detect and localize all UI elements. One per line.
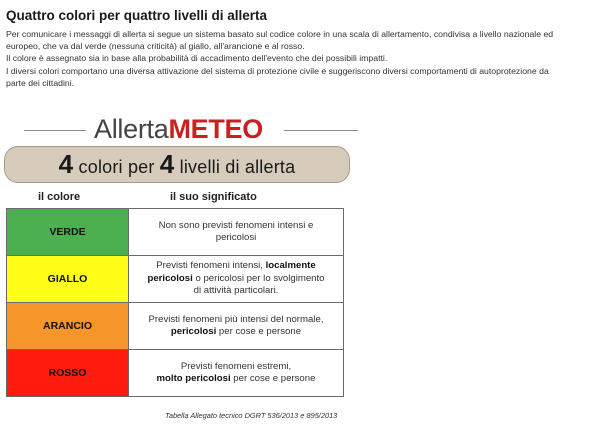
alert-meaning-cell [129,209,344,256]
alert-color-cell-verde: VERDE [7,209,129,256]
meaning-text: o pericolosi per lo svolgimento [192,272,325,284]
table-row [7,209,344,256]
banner-text-part: livelli di allerta [174,157,296,177]
meaning-line [133,220,339,233]
meaning-line [133,326,339,339]
meaning-text: Previsti fenomeni estremi, [180,360,292,372]
banner-number-colors: 4 [58,149,74,179]
meaning-line [133,361,339,374]
meaning-emphasis: molto pericolosi [156,373,231,384]
alert-meaning-cell [129,256,344,303]
table-row [7,303,344,350]
banner-text [58,149,296,179]
meaning-emphasis: pericolosi [170,326,217,337]
table-row [7,256,344,303]
alert-color-cell-giallo: GIALLO [7,256,129,303]
allerta-meteo-logo [4,112,374,150]
alert-color-cell-arancio: ARANCIO [7,303,129,350]
meaning-text: Previsti fenomeni intensi, [156,260,266,272]
meaning-text: Previsti fenomeni più intensi del normale, [148,313,324,325]
meaning-text: per cose e persone [230,373,316,384]
levels-banner [4,146,350,183]
meaning-text: pericolosi [215,232,257,243]
meaning-text: Non sono previsti fenomeni intensi e [158,219,314,231]
meaning-line [133,285,339,298]
intro-line: Il colore è assegnato sia in base alla probabilità di accadimento dell'evento che dei possibili impatti. [6,53,388,64]
meaning-line [133,273,339,286]
alert-color-cell-rosso: ROSSO [7,350,129,397]
logo-divider-right [284,130,358,131]
logo-wordmark [94,112,263,146]
intro-line: I diversi colori comportano una diversa attivazione del sistema di protezione civile e suggeriscono diversi comportamenti di autoprotezione da [6,65,549,76]
banner-number-levels: 4 [159,149,175,179]
alert-meaning-cell [129,303,344,350]
logo-divider-left [24,130,86,131]
meaning-line [133,260,339,273]
meaning-line [133,314,339,327]
table-row [7,350,344,397]
meaning-line [133,373,339,386]
intro-line: Per comunicare i messaggi di allerta si segue un sistema basato sul codice colore in una scala di allertamento, condivisa a livello nazionale ed [6,29,554,39]
column-header-meaning: il suo significato [170,191,257,203]
intro-line: europeo, che va dal verde (nessuna criticità) al giallo, all'arancione e al rosso. [6,41,305,52]
page-title: Quattro colori per quattro livelli di allerta [6,8,268,23]
meaning-text: di attività particolari. [193,285,279,297]
alert-levels-table [6,208,344,397]
column-header-color: il colore [38,191,81,203]
source-note: Tabella Allegato tecnico DGRT 536/2013 e 895/2013 [165,411,338,420]
banner-text-part: colori per [73,157,160,177]
meaning-emphasis: localmente [265,260,316,272]
alert-meaning-cell [129,350,344,397]
logo-text-meteo: METEO [168,114,263,144]
intro-line: parte dei cittadini. [6,77,75,88]
intro-paragraph [6,28,594,89]
meaning-text: per cose e persone [216,326,302,337]
logo-text-allerta: Allerta [94,114,169,144]
meaning-emphasis: pericolosi [147,272,193,284]
meaning-line [133,232,339,245]
